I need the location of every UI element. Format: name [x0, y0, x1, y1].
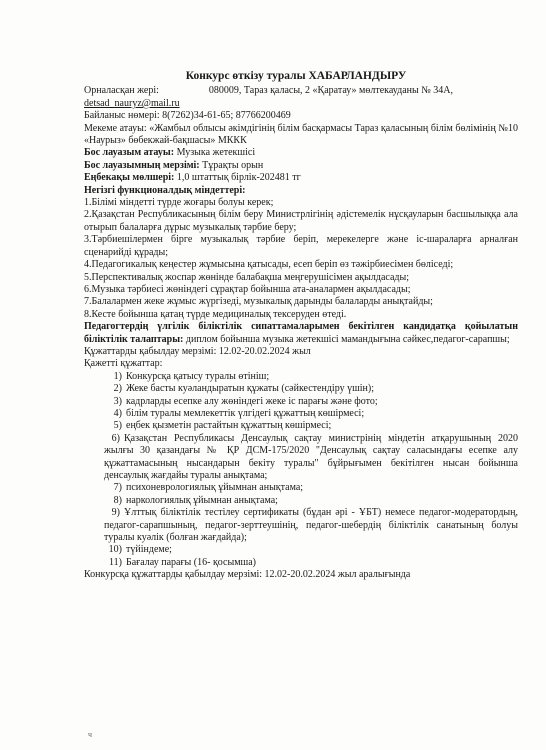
- term-line: [84, 160, 518, 172]
- page-title: Конкурс өткізу туралы ХАБАРЛАНДЫРУ: [185, 70, 407, 82]
- term-value: Тұрақты орын: [199, 159, 264, 171]
- address-label: Орналасқан жері:: [84, 85, 159, 97]
- duty-item: 4.Педагогикалық кеңестер жұмысына қатысады, есеп беріп өз тәжірбиесімен бөліседі;: [84, 259, 454, 271]
- duties-heading: Негізгі функционалдық міндеттері:: [84, 184, 246, 196]
- doc-item: 3) кадрларды есепке алу жөніндегі жеке іс парағы және фото;: [113, 395, 378, 407]
- position-label: Бос лауазым атауы:: [84, 147, 175, 159]
- doc-item: 10) түйіндеме;: [108, 544, 172, 556]
- salary-line: [84, 172, 518, 184]
- doc-item: 6) Қазақстан Республикасы Денсаулық сақтау министрінің міндетін атқарушының 2020 жылғы 30 қазандағы № ҚР ДСМ-175/2020 "Денсаулық сақтау саласындағы есепке алу құжаттамасының нысандарын бекіту туралы" бұйрығымен бекітілген нысан бойынша денсаулық жағдайы туралы анықтама;: [104, 432, 518, 481]
- position-line: [84, 147, 518, 159]
- duty-item: 1.Білімі міндетті түрде жоғары болуы керек;: [84, 197, 274, 209]
- requirements-value: диплом бойынша музыка жетекшісі мамандығына сәйкес,педагог-сарапшы;: [183, 333, 510, 345]
- doc-item: 2) Жеке басты куәландыратын құжаты (сәйкестендіру үшін);: [113, 383, 375, 395]
- duty-item: 6.Музыка тәрбиесі жөніндегі сұрақтар бойынша ата-аналармен ақылдасады;: [84, 283, 411, 295]
- position-value: Музыка жетекшісі: [174, 147, 256, 159]
- deadline-final: Конкурсқа құжаттарды қабылдау мерзімі: 12.02-20.02.2024 жыл аралығында: [84, 569, 411, 581]
- doc-item: 7) психоневрологиялық ұйымнан анықтама;: [113, 482, 304, 494]
- email-link[interactable]: detsad_nauryz@mail.ru: [84, 97, 180, 109]
- salary-label: Еңбекақы мөлшері:: [84, 172, 175, 184]
- doc-item: 9) Ұлттық біліктілік тестілеу сертификаты (бұдан әрі - ҰБТ) немесе педагог-модератордың, педагог-сарапшының, педагог-зерттеушінің, педагог-шебердің біліктілік санатының болуы туралы куәлік (болған жағдайда);: [104, 507, 518, 544]
- requirements-line: [84, 321, 518, 346]
- institution-line: Мекеме атауы: «Жамбыл облысы әкімдігінің білім басқармасы Тараз қаласының білім бөлімінің №10 «Наурыз» бөбекжай-бақшасы» МККК: [84, 122, 518, 147]
- phone-line: Байланыс нөмері: 8(7262)34-61-65; 87766200469: [84, 110, 291, 122]
- duty-item: 3.Тәрбиешілермен бірге музыкалық тәрбие беріп, мерекелерге және іс-шараларға арналған сценарийді құрады;: [84, 234, 518, 258]
- address-value: 080009, Тараз қаласы, 2 «Қаратау» мөлтекауданы № 34А,: [208, 85, 454, 97]
- page-mark: ч: [88, 730, 93, 739]
- doc-item: 5) еңбек қызметін растайтын құжаттың көшірмесі;: [113, 420, 332, 432]
- deadline-line: Құжаттарды қабылдау мерзімі: 12.02-20.02.2024 жыл: [84, 345, 311, 357]
- requirements-heading: Педагогтердің үлгілік біліктілік сипаттамаларымен бекітілген кандидатқа қойылатын біліктілік талаптары:: [84, 321, 518, 345]
- doc-item: 8) наркологиялық ұйымнан анықтама;: [113, 494, 278, 506]
- salary-value: 1,0 штаттық бірлік-202481 тг: [174, 172, 301, 184]
- doc-item: 4) білім туралы мемлекеттік үлгідегі құжаттың көшірмесі;: [113, 407, 365, 419]
- doc-item: 11) Бағалау парағы (16- қосымша): [109, 556, 256, 568]
- doc-item: 1) Конкурсқа қатысу туралы өтініш;: [113, 370, 270, 382]
- address-line: [84, 85, 518, 97]
- duty-item: 5.Перспективалық жоспар жөнінде балабақша меңгерушісімен ақылдасады;: [84, 271, 409, 283]
- duty-item: 8.Кесте бойынша қатаң түрде медициналық тексеруден өтеді.: [84, 308, 347, 320]
- docs-heading: Қажетті құжаттар:: [84, 358, 163, 370]
- duty-item: 7.Балалармен жеке жұмыс жүргізеді, музыкалық дарынды балаларды анықтайды;: [84, 296, 433, 308]
- term-label: Бос лауазымның мерзімі:: [84, 159, 200, 171]
- duty-item: 2.Қазақстан Республикасының білім беру Министрлігінің әдістемелік нұсқауларын басшылыққа ала отырып балаларға дұрыс музыкалық тәрбие беру;: [84, 209, 518, 233]
